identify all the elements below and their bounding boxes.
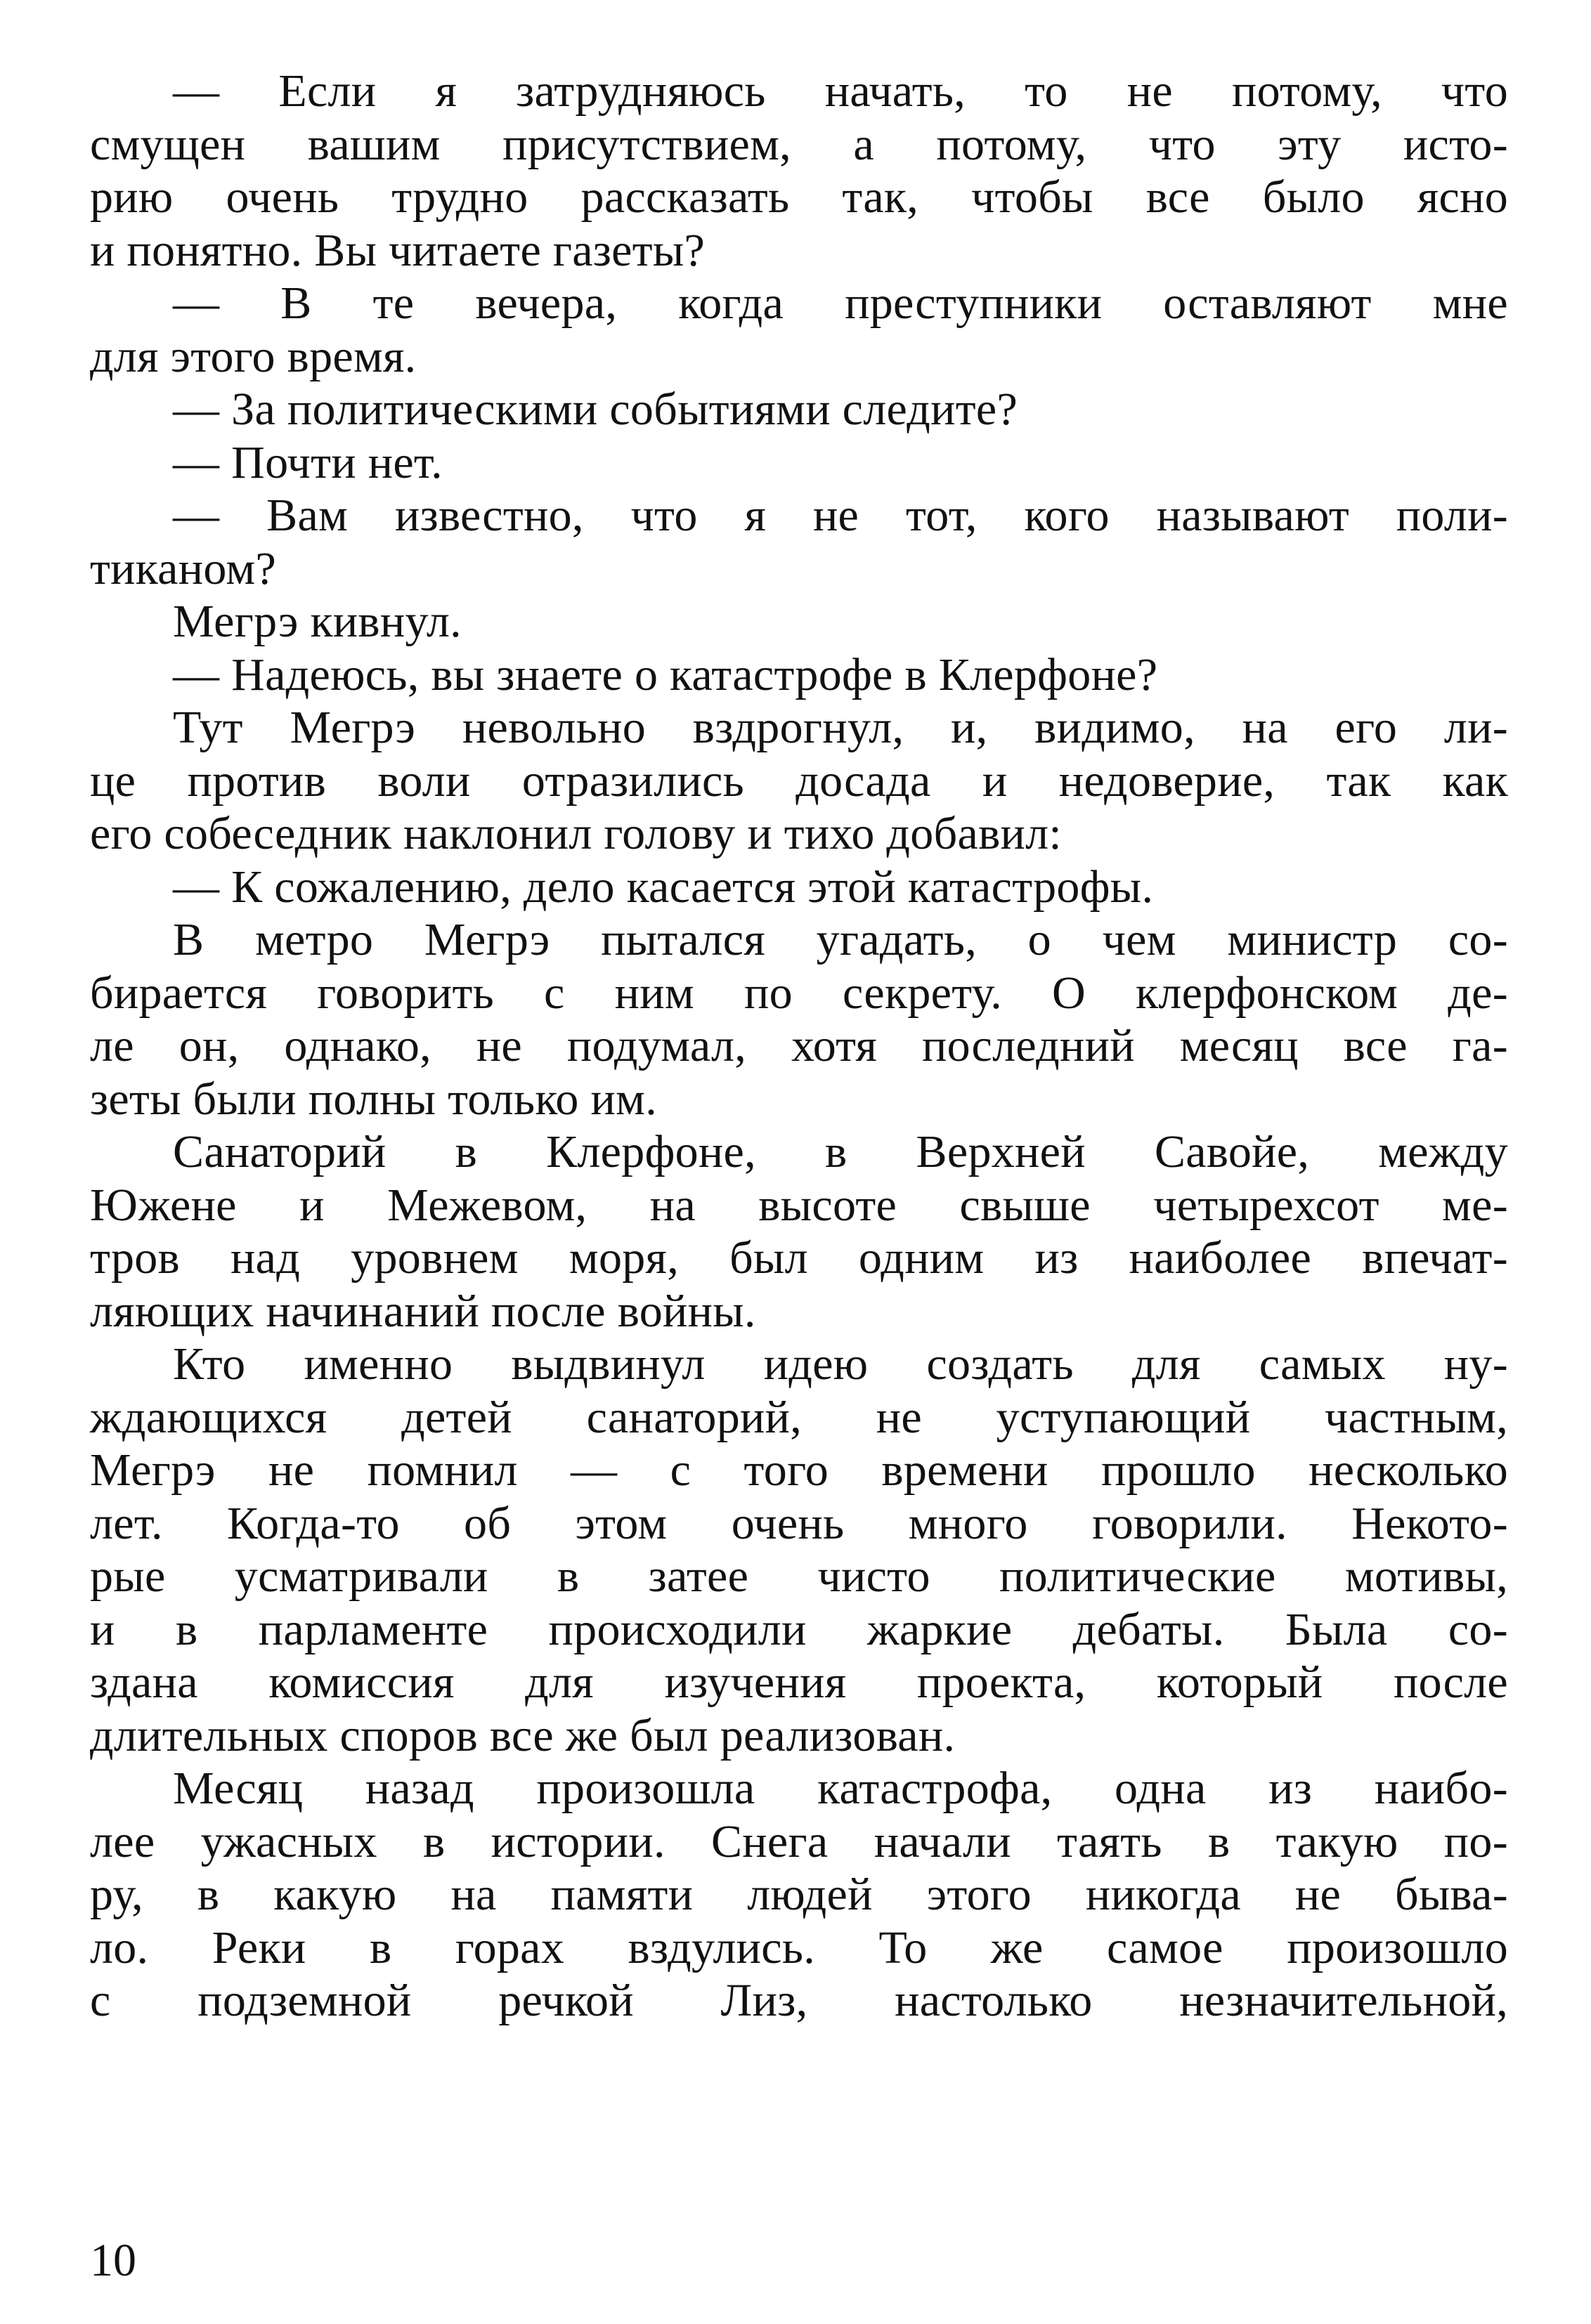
text-line: рые усматривали в затее чисто политические мотивы, [90, 1551, 1508, 1602]
text-line: Южене и Межевом, на высоте свыше четырехсот ме- [90, 1179, 1508, 1231]
page-number: 10 [90, 2235, 136, 2286]
text-line: це против воли отразились досада и недоверие, так как [90, 755, 1508, 807]
paragraph [90, 595, 1508, 648]
paragraph [90, 1338, 1508, 1762]
text-line: ло. Реки в горах вздулись. То же самое произошло [90, 1921, 1508, 1973]
text-line: для этого время. [90, 330, 417, 382]
paragraph [90, 701, 1508, 861]
text-line: тиканом? [90, 542, 277, 594]
text-line: Санаторий в Клерфоне, в Верхней Савойе, между [173, 1126, 1508, 1177]
text-line: рию очень трудно рассказать так, чтобы все было ясно [90, 171, 1508, 223]
text-line: тров над уровнем моря, был одним из наиболее впечат- [90, 1232, 1508, 1284]
text-line: и понятно. Вы читаете газеты? [90, 224, 706, 276]
text-line: Тут Мегрэ невольно вздрогнул, и, видимо, на его ли- [173, 702, 1508, 753]
text-line: смущен вашим присутствием, а потому, что эту исто- [90, 118, 1508, 170]
paragraph [90, 913, 1508, 1125]
text-line: Кто именно выдвинул идею создать для самых ну- [173, 1338, 1508, 1390]
paragraph [90, 65, 1508, 277]
text-line: ляющих начинаний после войны. [90, 1285, 756, 1337]
text-line: — За политическими событиями следите? [173, 384, 1018, 435]
text-line: — Вам известно, что я не тот, кого называют поли- [173, 490, 1508, 541]
paragraph [90, 489, 1508, 595]
text-line: — Надеюсь, вы знаете о катастрофе в Клерфоне? [173, 648, 1158, 700]
text-line: — К сожалению, дело касается этой катастрофы. [173, 861, 1154, 913]
paragraph [90, 1762, 1508, 2028]
text-line: — В те вечера, когда преступники оставляют мне [173, 278, 1508, 329]
paragraph [90, 861, 1508, 914]
text-line: ру, в какую на памяти людей этого никогда не быва- [90, 1869, 1508, 1920]
paragraph [90, 277, 1508, 383]
body-text [90, 65, 1508, 2028]
paragraph [90, 1125, 1508, 1338]
paragraph [90, 436, 1508, 490]
text-line: с подземной речкой Лиз, настолько незначительной, [90, 1975, 1508, 2026]
text-line: ле он, однако, не подумал, хотя последний месяц все га- [90, 1020, 1508, 1071]
text-line: Мегрэ не помнил — с того времени прошло несколько [90, 1444, 1508, 1496]
text-line: зеты были полны только им. [90, 1073, 658, 1125]
text-line: бирается говорить с ним по секрету. О клерфонском де- [90, 967, 1508, 1019]
text-line: лее ужасных в истории. Снега начали таять в такую по- [90, 1815, 1508, 1867]
text-line: длительных споров все же был реализован. [90, 1709, 956, 1761]
text-line: здана комиссия для изучения проекта, который после [90, 1657, 1508, 1708]
text-line: Месяц назад произошла катастрофа, одна из наибо- [173, 1763, 1508, 1814]
text-line: его собеседник наклонил голову и тихо добавил: [90, 808, 1063, 859]
book-page [90, 65, 1508, 2313]
text-line: и в парламенте происходили жаркие дебаты. Была со- [90, 1603, 1508, 1655]
paragraph [90, 383, 1508, 436]
text-line: Мегрэ кивнул. [173, 596, 462, 647]
text-line: лет. Когда-то об этом очень много говорили. Некото- [90, 1497, 1508, 1549]
text-line: В метро Мегрэ пытался угадать, о чем министр со- [173, 914, 1508, 965]
text-line: ждающихся детей санаторий, не уступающий частным, [90, 1391, 1508, 1443]
paragraph [90, 648, 1508, 702]
text-line: — Если я затрудняюсь начать, то не потому, что [173, 65, 1508, 117]
text-line: — Почти нет. [173, 436, 443, 488]
